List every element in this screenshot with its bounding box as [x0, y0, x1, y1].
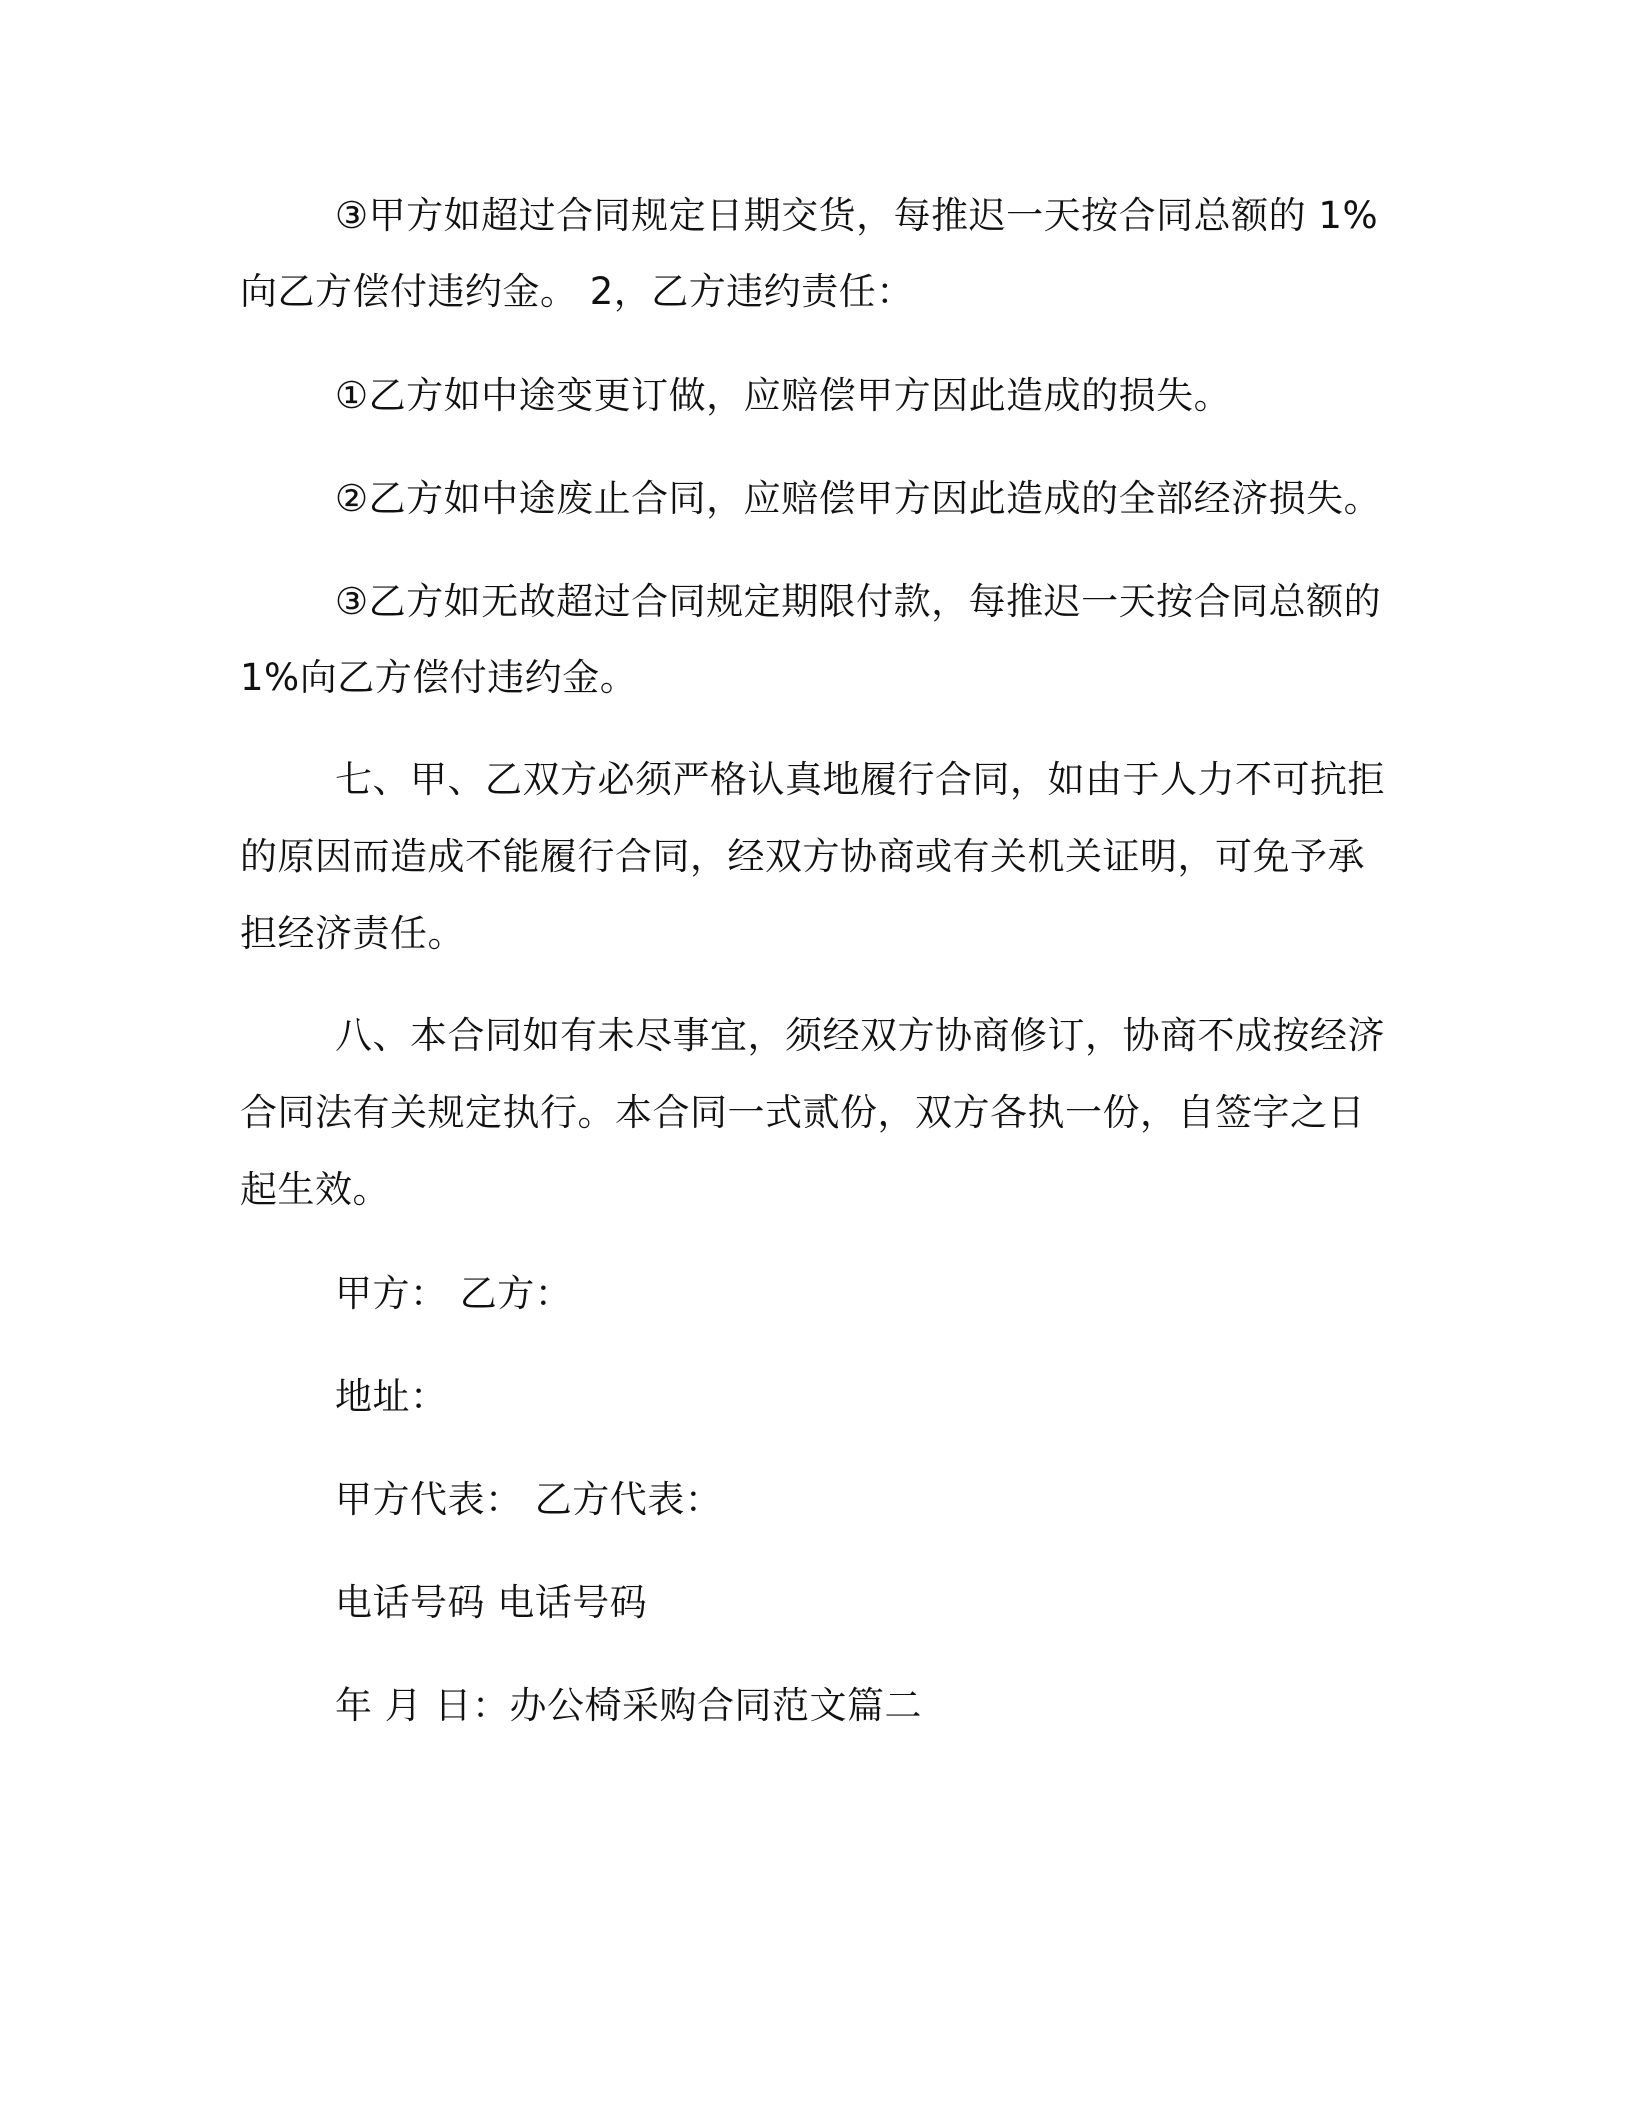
clause-line: 八、本合同如有未尽事宜，须经双方协商修订，协商不成按经济: [335, 1014, 1385, 1057]
clause-line: ③乙方如无故超过合同规定期限付款，每推迟一天按合同总额的: [335, 580, 1382, 623]
signature-representatives: 甲方代表： 乙方代表：: [335, 1478, 723, 1521]
clause-line: ①乙方如中途变更订做，应赔偿甲方因此造成的损失。: [335, 374, 1232, 417]
clause-line: 起生效。: [240, 1168, 390, 1211]
clause-line: 1%向乙方偿付违约金。: [240, 656, 638, 699]
signature-parties: 甲方： 乙方：: [335, 1272, 573, 1315]
clause-line: 担经济责任。: [240, 912, 465, 955]
clause-line: ②乙方如中途废止合同，应赔偿甲方因此造成的全部经济损失。: [335, 477, 1382, 520]
clause-line: 的原因而造成不能履行合同，经双方协商或有关机关证明，可免予承: [240, 835, 1365, 878]
signature-date-and-next-title: 年 月 日：办公椅采购合同范文篇二: [335, 1684, 923, 1727]
signature-address: 地址：: [335, 1375, 448, 1418]
signature-phones: 电话号码 电话号码: [335, 1581, 648, 1624]
clause-line: 合同法有关规定执行。本合同一式贰份，双方各执一份，自签字之日: [240, 1091, 1365, 1134]
clause-line: ③甲方如超过合同规定日期交货，每推迟一天按合同总额的 1%: [335, 194, 1379, 237]
clause-line: 七、甲、乙双方必须严格认真地履行合同，如由于人力不可抗拒: [335, 758, 1385, 801]
clause-line: 向乙方偿付违约金。 2，乙方违约责任：: [240, 270, 914, 313]
